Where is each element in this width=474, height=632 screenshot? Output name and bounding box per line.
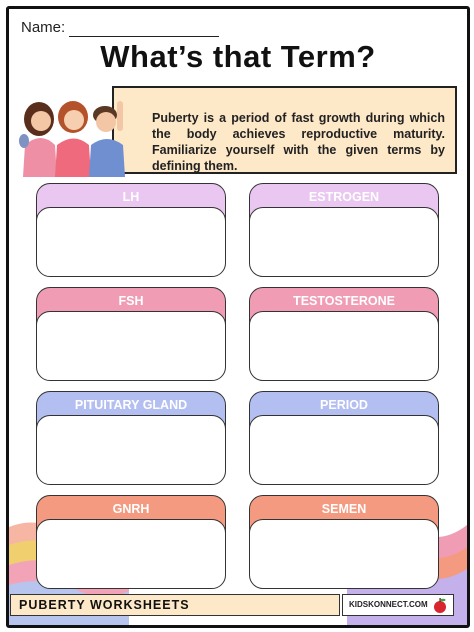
definition-box-lh[interactable] [36,207,226,277]
term-card-lh [36,183,226,277]
name-label: Name: [21,19,66,36]
definition-box-gnrh[interactable] [36,519,226,589]
term-label-fsh: FSH [36,287,226,325]
definition-box-period[interactable] [249,415,439,485]
term-card-pituitary-gland [36,391,226,485]
term-card-gnrh [36,495,226,589]
term-card-period [249,391,439,485]
definition-box-testosterone[interactable] [249,311,439,381]
intro-box [112,86,457,174]
term-label-testosterone: TESTOSTERONE [249,287,439,325]
term-label-lh: LH [36,183,226,221]
worksheet-frame [6,6,470,628]
footer-brand [342,594,454,616]
kids-illustration-icon [17,95,129,177]
term-label-period: PERIOD [249,391,439,429]
term-card-fsh [36,287,226,381]
term-card-estrogen [249,183,439,277]
term-label-pituitary-gland: PITUITARY GLAND [36,391,226,429]
definition-box-estrogen[interactable] [249,207,439,277]
apple-logo-icon [431,596,449,614]
definition-box-fsh[interactable] [36,311,226,381]
term-card-semen [249,495,439,589]
term-label-gnrh: GNRH [36,495,226,533]
definition-box-pituitary-gland[interactable] [36,415,226,485]
footer-bar [10,594,340,616]
definition-box-semen[interactable] [249,519,439,589]
term-card-testosterone [249,287,439,381]
term-label-estrogen: ESTROGEN [249,183,439,221]
footer-title: PUBERTY WORKSHEETS [19,598,190,612]
page-title: What’s that Term? [100,39,376,74]
intro-text: Puberty is a period of fast growth during which the body achieves reproductive maturity. Familiarize yourself with the given terms by defining them. [152,111,445,173]
site-name: KIDSKONNECT.COM [349,600,428,609]
name-field[interactable] [69,36,219,37]
term-label-semen: SEMEN [249,495,439,533]
